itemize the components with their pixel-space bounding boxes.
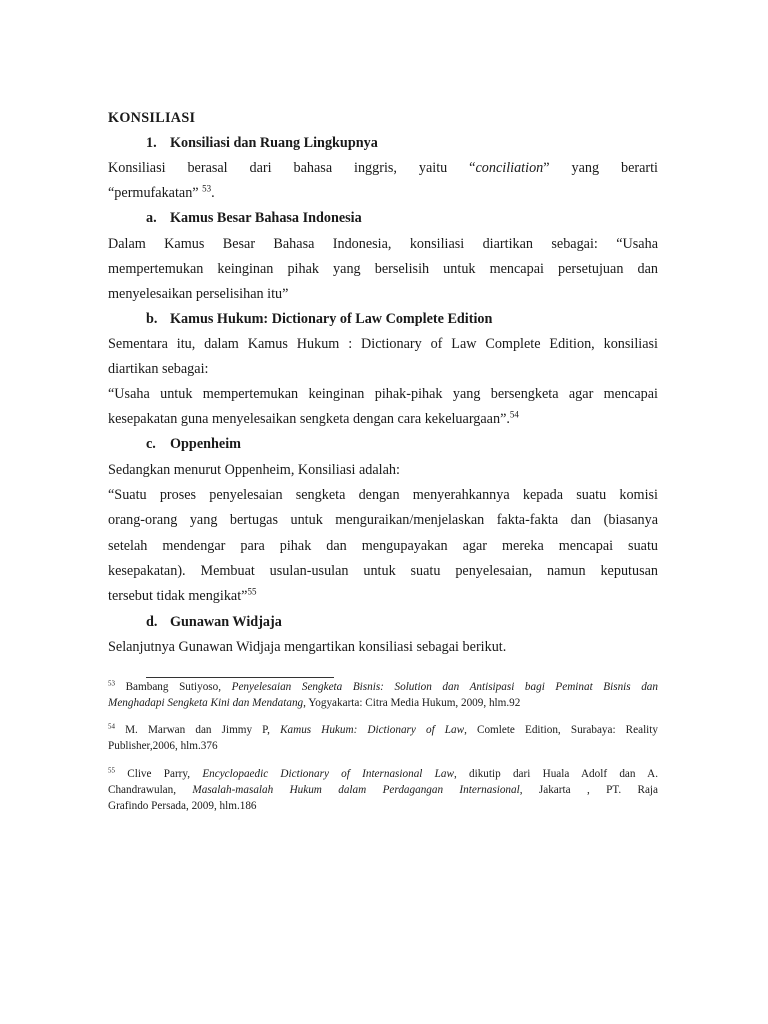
sub-b-line-2: diartikan sebagai: <box>108 361 209 377</box>
sub-b-line-3: “Usaha untuk mempertemukan keinginan pihak-pihak yang bersengketa agar mencapai <box>108 386 658 402</box>
footnote-ref-55[interactable]: 55 <box>247 586 257 597</box>
footnote-separator <box>146 677 334 678</box>
footnote-ref-53[interactable]: 53 <box>202 183 212 194</box>
sub-c-heading: c. Oppenheim <box>146 436 241 452</box>
sub-b-line-4: kesepakatan guna menyelesaikan sengketa dengan cara kekeluargaan”.$^{54}$ <box>108 409 519 427</box>
footnote-55: $^{55}$ Clive Parry, Encyclopaedic Dictionary of Internasional Law, dikutip dari Huala Adolf dan A. Chandrawulan, Masalah-masalah Hukum dalam Perdagangan Internasional, Jakarta , PT. Raja Grafindo Persada, 2009, hlm.186 <box>108 766 658 812</box>
document-heading: KONSILIASI <box>108 110 196 126</box>
sub-c-line-2: “Suatu proses penyelesaian sengketa dengan menyerahkannya kepada suatu komisi <box>108 487 658 503</box>
section-1-heading: 1. Konsiliasi dan Ruang Lingkupnya <box>146 135 378 151</box>
sub-c-line-5: kesepakatan). Membuat usulan-usulan untuk suatu penyelesaian, namun keputusan <box>108 563 658 579</box>
sub-c-line-3: orang-orang yang bertugas untuk menguraikan/menjelaskan fakta-fakta dan (biasanya <box>108 512 658 528</box>
section-1-paragraph-line-1: Konsiliasi berasal dari bahasa inggris, yaitu “conciliation” yang berarti <box>108 160 658 176</box>
sub-d-line-1: Selanjutnya Gunawan Widjaja mengartikan konsiliasi sebagai berikut. <box>108 639 507 655</box>
sub-c-line-4: setelah mendengar para pihak dan mengupayakan agar mereka mencapai suatu <box>108 538 658 554</box>
sub-a-heading: a. Kamus Besar Bahasa Indonesia <box>146 210 362 226</box>
sub-c-line-6: tersebut tidak mengikat”$^{55}$ <box>108 586 257 604</box>
footnote-ref-54[interactable]: 54 <box>509 409 519 420</box>
sub-b-heading: b. Kamus Hukum: Dictionary of Law Complete Edition <box>146 311 493 327</box>
sub-c-line-1: Sedangkan menurut Oppenheim, Konsiliasi adalah: <box>108 462 400 478</box>
footnote-54: $^{54}$ M. Marwan dan Jimmy P, Kamus Hukum: Dictionary of Law, Comlete Edition, Surabaya: Reality Publisher,2006, hlm.376 <box>108 722 658 752</box>
sub-b-line-1: Sementara itu, dalam Kamus Hukum : Dictionary of Law Complete Edition, konsiliasi <box>108 336 658 352</box>
sub-d-heading: d. Gunawan Widjaja <box>146 614 282 630</box>
footnote-53: $^{53}$ Bambang Sutiyoso, Penyelesaian Sengketa Bisnis: Solution dan Antisipasi bagi Peminat Bisnis dan Menghadapi Sengketa Kini dan Mendatang, Yogyakarta: Citra Media Hukum, 2009, hlm.92 <box>108 679 658 709</box>
sub-a-line-1: Dalam Kamus Besar Bahasa Indonesia, konsiliasi diartikan sebagai: “Usaha <box>108 236 658 252</box>
section-1-paragraph-line-2: “permufakatan” $^{53}$. <box>108 183 215 201</box>
sub-a-line-2: mempertemukan keinginan pihak yang berselisih untuk mencapai persetujuan dan <box>108 261 658 277</box>
sub-a-line-3: menyelesaikan perselisihan itu” <box>108 286 289 302</box>
